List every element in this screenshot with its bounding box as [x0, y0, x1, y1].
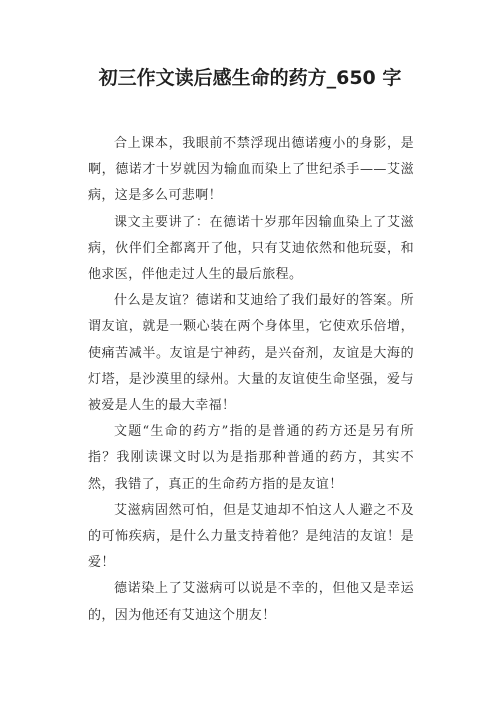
- paragraph: 艾滋病固然可怕，但是艾迪却不怕这人人避之不及的可怖疾病，是什么力量支持着他？是纯洁的友谊！是爱！: [88, 502, 414, 571]
- paragraph: 德诺染上了艾滋病可以说是不幸的，但他又是幸运的，因为他还有艾迪这个朋友！: [88, 581, 414, 623]
- document-title: 初三作文读后感生命的药方_650 字: [98, 67, 402, 89]
- paragraph: 合上课本，我眼前不禁浮现出德诺瘦小的身影，是啊，德诺才十岁就因为输血而染上了世纪杀手——艾滋病，这是多么可悲啊！: [88, 136, 414, 204]
- paragraph: 课文主要讲了：在德诺十岁那年因输血染上了艾滋病，伙伴们全都离开了他，只有艾迪依然和他玩耍，和他求医，伴他走过人生的最后旅程。: [88, 214, 414, 283]
- document-body: [88, 131, 414, 629]
- paragraph: 文题“生命的药方”指的是普通的药方还是另有所指？我刚读课文时以为是指那种普通的药方，其实不然，我错了，真正的生命药方指的是友谊！: [88, 424, 414, 492]
- paragraph: 什么是友谊？德诺和艾迪给了我们最好的答案。所谓友谊，就是一颗心装在两个身体里，它使欢乐倍增，使痛苦减半。友谊是宁神药，是兴奋剂，友谊是大海的灯塔，是沙漠里的绿州。大量的友谊使生命坚强，爱与被爱是人生的最大幸福！: [88, 293, 414, 414]
